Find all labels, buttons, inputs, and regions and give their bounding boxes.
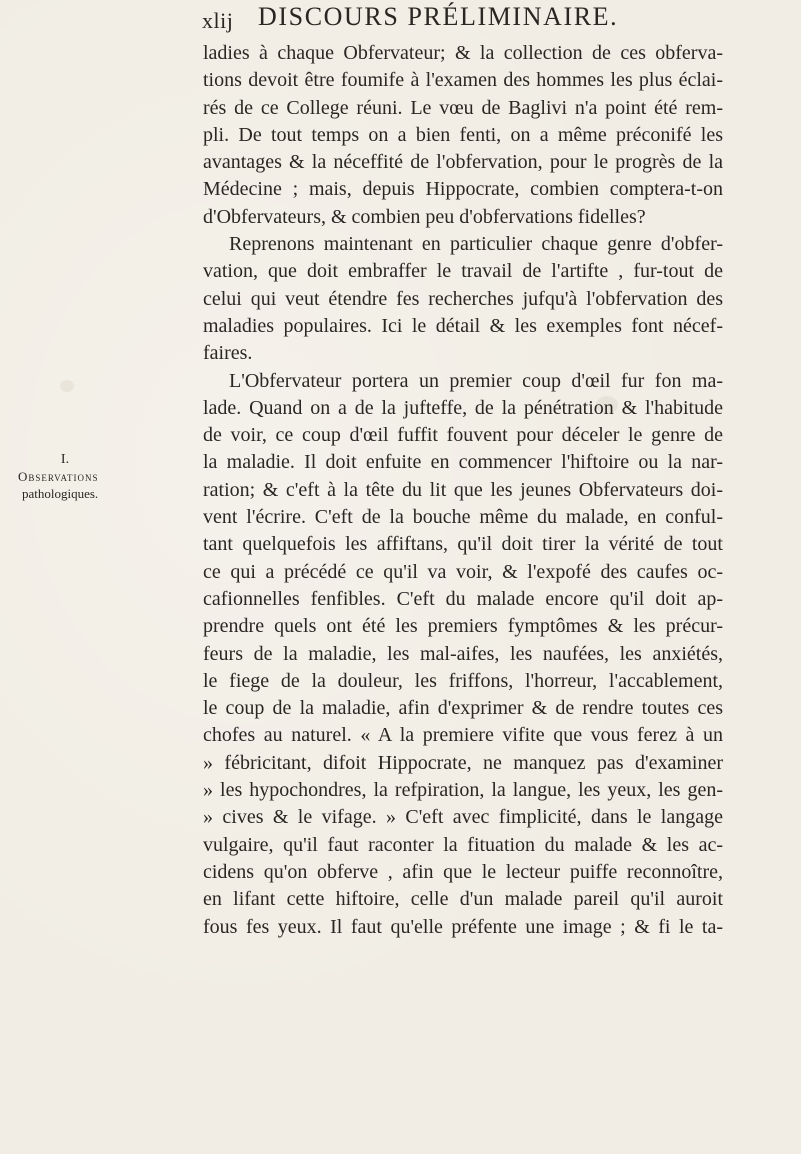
text-line: cafionnelles fenfibles. C'eft du malade encore qu'il doit ap- bbox=[203, 587, 723, 610]
body-text bbox=[203, 40, 723, 941]
text-line: Médecine ; mais, depuis Hippocrate, combien comptera-t-on bbox=[203, 178, 723, 201]
margin-note bbox=[12, 451, 118, 502]
text-line: maladies populaires. Ici le détail & les exemples font nécef- bbox=[203, 314, 723, 337]
text-line: ration; & c'eft à la tête du lit que les jeunes Obfervateurs doi- bbox=[203, 478, 723, 501]
text-line: vent l'écrire. C'eft de la bouche même du malade, en conful- bbox=[203, 506, 723, 529]
text-line: fous fes yeux. Il faut qu'elle préfente une image ; & fi le ta- bbox=[203, 915, 723, 938]
text-line: en lifant cette hiftoire, celle d'un malade pareil qu'il auroit bbox=[203, 888, 723, 911]
text-line: lade. Quand on a de la jufteffe, de la pénétration & l'habitude bbox=[203, 396, 723, 419]
text-line: » les hypochondres, la refpiration, la langue, les yeux, les gen- bbox=[203, 779, 723, 802]
text-line: Reprenons maintenant en particulier chaque genre d'obfer- bbox=[229, 233, 723, 256]
text-line: prendre quels ont été les premiers fymptômes & les précur- bbox=[203, 615, 723, 638]
text-line: cidens qu'on obferve , afin que le lecteur puiffe reconnoître, bbox=[203, 860, 723, 883]
margin-note-number: I. bbox=[60, 452, 70, 467]
text-line: faires. bbox=[203, 342, 253, 365]
text-line: d'Obfervateurs, & combien peu d'obfervations fidelles? bbox=[203, 205, 646, 228]
text-line: ce qui a précédé ce qu'il va voir, & l'expofé des caufes oc- bbox=[203, 560, 723, 583]
margin-note-heading: Observations bbox=[18, 469, 99, 484]
page-number: xlij bbox=[202, 8, 234, 33]
text-line: vation, que doit embraffer le travail de l'artifte , fur-tout de bbox=[203, 260, 723, 283]
text-line: de voir, ce coup d'œil fuffit fouvent pour déceler le genre de bbox=[203, 424, 723, 447]
text-line: pli. De tout temps on a bien fenti, on a même préconifé les bbox=[203, 123, 723, 146]
text-line: le coup de la maladie, afin d'exprimer & de rendre toutes ces bbox=[203, 697, 723, 720]
page-header-title: DISCOURS PRÉLIMINAIRE. bbox=[258, 2, 619, 31]
text-line: L'Obfervateur portera un premier coup d'œil fur fon ma- bbox=[229, 369, 723, 392]
text-line: la maladie. Il doit enfuite en commencer l'hiftoire ou la nar- bbox=[203, 451, 723, 474]
text-line: ladies à chaque Obfervateur; & la collection de ces obferva- bbox=[203, 42, 723, 64]
text-line: celui qui veut étendre fes recherches jufqu'à l'obfervation des bbox=[203, 287, 723, 310]
text-line: » fébricitant, difoit Hippocrate, ne manquez pas d'examiner bbox=[203, 751, 723, 774]
text-line: chofes au naturel. « A la premiere vifite que vous ferez à un bbox=[203, 724, 723, 747]
text-line: vulgaire, qu'il faut raconter la fituation du malade & les ac- bbox=[203, 833, 723, 856]
text-line: tions devoit être foumife à l'examen des hommes les plus éclai- bbox=[203, 69, 723, 92]
margin-note-subheading: pathologiques. bbox=[22, 486, 99, 501]
text-line: feurs de la maladie, les mal-aifes, les naufées, les anxiétés, bbox=[203, 642, 723, 665]
text-line: avantages & la néceffité de l'obfervation, pour le progrès de la bbox=[203, 151, 723, 174]
text-line: » cives & le vifage. » C'eft avec fimplicité, dans le langage bbox=[203, 806, 723, 829]
text-line: tant quelquefois les affiftans, qu'il doit tirer la vérité de tout bbox=[203, 533, 723, 556]
paper-stain bbox=[60, 380, 74, 392]
text-line: rés de ce College réuni. Le vœu de Baglivi n'a point été rem- bbox=[203, 96, 723, 119]
running-head bbox=[202, 2, 722, 34]
text-line: le fiege de la douleur, les friffons, l'horreur, l'accablement, bbox=[203, 669, 723, 692]
